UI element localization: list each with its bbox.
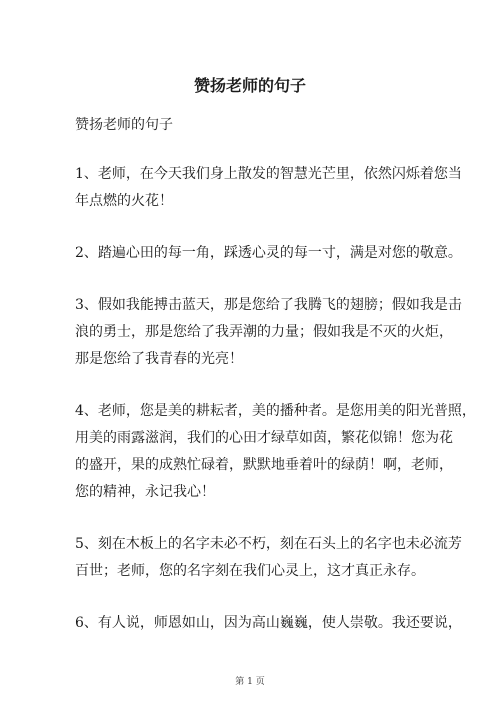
paragraph [75, 534, 462, 588]
paragraph [75, 401, 476, 509]
paragraph-line: 6、有人说，师恩如山，因为高山巍巍，使人崇敬。我还要说， [75, 615, 462, 631]
paragraph-line: 的盛开，果的成熟忙碌着，默默地垂着叶的绿荫！啊，老师， [75, 457, 453, 473]
paragraph-list [75, 164, 476, 665]
document-title: 赞扬老师的句子 [193, 76, 306, 95]
document-subtitle: 赞扬老师的句子 [75, 117, 173, 133]
paragraph-line: 用美的雨露滋润，我们的心田才绿草如茵，繁花似锦！您为花 [75, 430, 453, 446]
paragraph-line: 那是您给了我青春的光亮！ [75, 351, 243, 367]
paragraph-line: 年点燃的火花！ [75, 193, 173, 209]
paragraph-line: 1、老师，在今天我们身上散发的智慧光芒里，依然闪烁着您当 [75, 166, 462, 182]
paragraph [75, 613, 462, 640]
paragraph [75, 164, 462, 218]
paragraph [75, 295, 462, 376]
paragraph [75, 243, 462, 270]
paragraph-line: 百世；老师，您的名字刻在我们心灵上，这才真正永存。 [75, 563, 425, 579]
page-number-footer: 第 1 页 [235, 677, 265, 687]
paragraph-line: 2、踏遍心田的每一角，踩透心灵的每一寸，满是对您的敬意。 [75, 245, 462, 261]
paragraph-line: 浪的勇士，那是您给了我弄潮的力量；假如我是不灭的火炬， [75, 324, 453, 340]
paragraph-line: 3、假如我能搏击蓝天，那是您给了我腾飞的翅膀；假如我是击 [75, 297, 462, 313]
paragraph-line: 5、刻在木板上的名字未必不朽，刻在石头上的名字也未必流芳 [75, 536, 462, 552]
paragraph-line: 4、老师，您是美的耕耘者，美的播种者。是您用美的阳光普照， [75, 403, 476, 419]
paragraph-line: 您的精神，永记我心！ [75, 484, 215, 500]
